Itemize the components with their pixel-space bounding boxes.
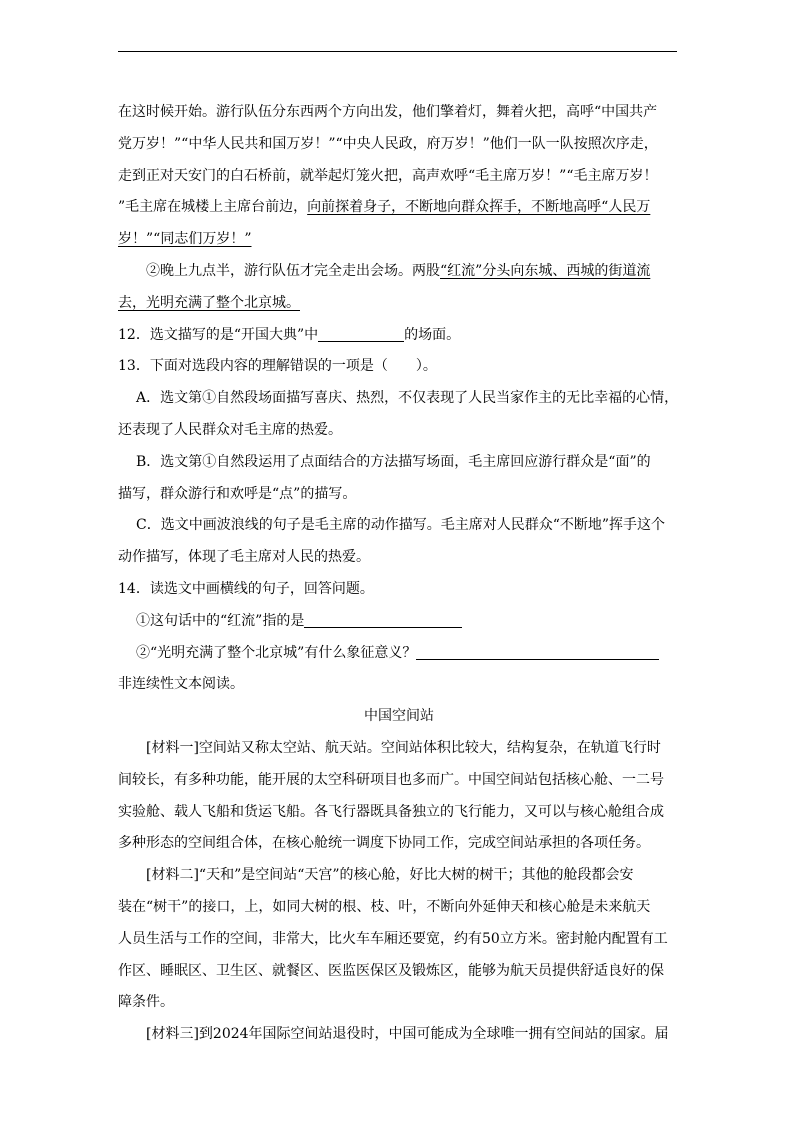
underlined-red-stream-part2: 去，光明充满了整个北京城。	[118, 294, 300, 311]
underlined-sentence-part1: 向前探着身子，不断地向群众挥手，不断地高呼“人民万	[307, 199, 651, 216]
passage-p2-line2	[118, 288, 680, 320]
passage-p1-line2: 党万岁！”“中华人民共和国万岁！”“中央人民政，府万岁！”他们一队一队按照次序走，	[118, 135, 658, 152]
q14-1-text: ①这句话中的“红流”指的是	[136, 612, 305, 629]
material2-line4: 作区、睡眠区、卫生区、就餐区、医监医保区及锻炼区，能够为航天员提供舒适良好的保	[118, 962, 664, 979]
q14-1-answer-blank[interactable]	[304, 611, 462, 628]
passage-p1-line1: 在这时候开始。游行队伍分东西两个方向出发，他们擎着灯，舞着火把，高呼“中国共产	[118, 104, 658, 120]
passage-p1-line5	[118, 224, 680, 256]
page-content	[118, 97, 680, 1051]
material1-line3: 实验舱、载人飞船和货运飞船。各飞行器既具备独立的飞行能力，又可以与核心舱组合成	[118, 803, 664, 820]
question-14-stem: 14．读选文中画横线的句子，回答问题。	[118, 580, 374, 597]
article-title: 中国空间站	[364, 708, 434, 725]
passage-p1-line4	[118, 192, 680, 224]
question-13-stem: 13．下面对选段内容的理解错误的一项是（ ）。	[118, 358, 437, 375]
passage-p1-line4-plain: ”毛主席在城楼上主席台前边，	[118, 199, 308, 216]
material2-line2: 装在“树干”的接口，上，如同大树的根、枝、叶，不断向外延伸天和核心舱是未来航天	[118, 898, 651, 915]
passage-p1-line3: 走到正对天安门的白石桥前，就举起灯笼火把，高声欢呼“毛主席万岁！”“毛主席万岁！	[118, 167, 658, 184]
q14-2-answer-blank[interactable]	[416, 643, 659, 660]
q13-option-b-line2: 描写，群众游行和欢呼是“点”的描写。	[118, 485, 357, 502]
passage-p2-plain: ②晚上九点半，游行队伍才完全走出会场。两股	[146, 262, 440, 279]
underlined-sentence-part2: 岁！”“同志们万岁！”	[118, 231, 252, 248]
q12-prefix: 12．选文描写的是“开国大典”中	[118, 326, 319, 343]
material2-line3: 人员生活与工作的空间，非常大，比火车车厢还要宽，约有50立方米。密封舱内配置有工	[118, 930, 668, 947]
q13-option-b-line1: B．选文第①自然段运用了点面结合的方法描写场面，毛主席回应游行群众是“面”的	[136, 453, 651, 470]
q13-option-c-line1: C．选文中画波浪线的句子是毛主席的动作描写。毛主席对人民群众“不断地”挥手这个	[136, 517, 666, 534]
q13-option-a-line1: A．选文第①自然段场面描写喜庆、热烈，不仅表现了人民当家作主的无比幸福的心情，	[136, 390, 679, 407]
material2-line1: [材料二]“天和”是空间站“天宫”的核心舱，好比大树的树干；其他的舱段都会安	[146, 867, 634, 884]
q14-2-text: ②“光明充满了整个北京城”有什么象征意义？	[136, 644, 417, 661]
q13-option-c-line2: 动作描写，体现了毛主席对人民的热爱。	[118, 549, 370, 566]
material1-line1: [材料一]空间站又称太空站、航天站。空间站体积比较大，结构复杂，在轨道飞行时	[146, 739, 661, 756]
q12-answer-blank[interactable]	[318, 325, 404, 342]
q13-option-a-line2: 还表现了人民群众对毛主席的热爱。	[118, 421, 342, 438]
material1-line2: 间较长，有多种功能，能开展的太空科研项目也多而广。中国空间站包括核心舱、一二号	[118, 771, 664, 788]
passage-p2-line1	[118, 256, 680, 288]
question-12	[118, 320, 680, 352]
material1-line4: 多种形态的空间组合体，在核心舱统一调度下协同工作，完成空间站承担的各项任务。	[118, 835, 650, 852]
q12-suffix: 的场面。	[404, 326, 461, 343]
question-14-1	[118, 606, 680, 638]
question-14-2	[118, 638, 680, 670]
underlined-red-stream-part1: “红流”分头向东城、西城的街道流	[440, 262, 651, 279]
header-rule	[118, 51, 677, 52]
material3-line1: [材料三]到2024年国际空间站退役时，中国可能成为全球唯一拥有空间站的国家。届	[146, 1026, 669, 1043]
section-intro: 非连续性文本阅读。	[118, 676, 244, 693]
material2-line5: 障条件。	[118, 994, 174, 1011]
